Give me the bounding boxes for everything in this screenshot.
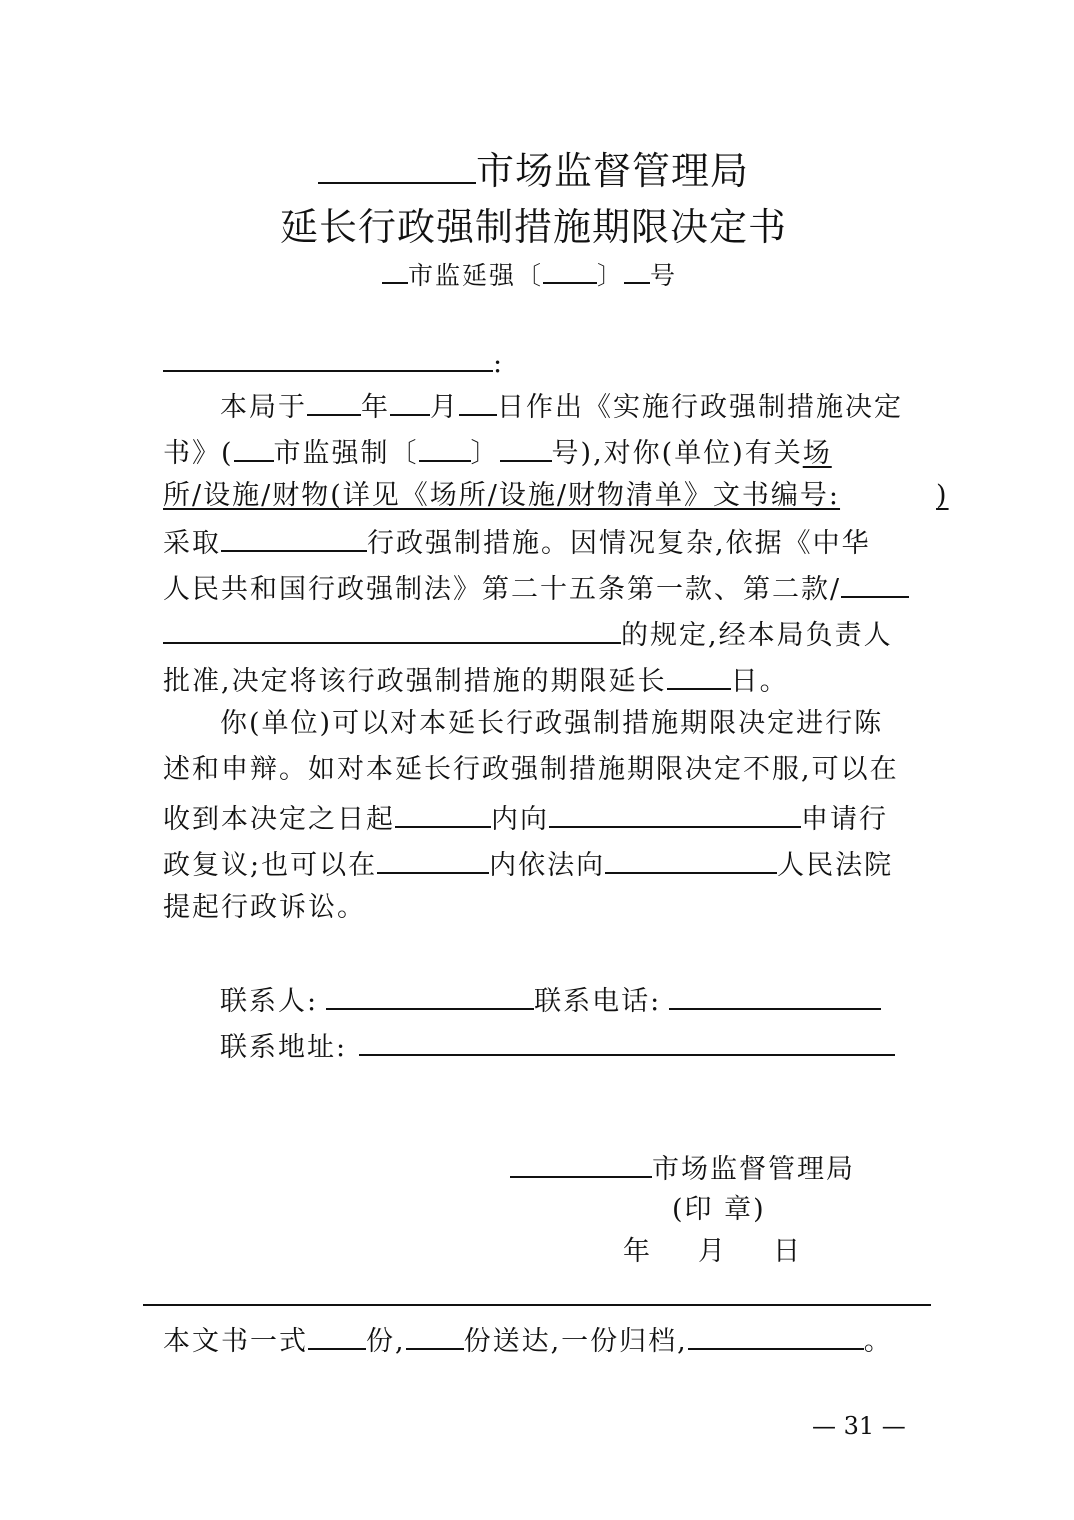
addressee-blank[interactable]	[163, 340, 493, 372]
measure-blank[interactable]	[221, 520, 367, 552]
contact-person-label: 联系人:	[220, 986, 319, 1017]
contact-person-field[interactable]	[326, 978, 534, 1010]
signature-date: 年 月 日	[623, 1236, 802, 1267]
copies-total-blank[interactable]	[308, 1318, 366, 1350]
footer-divider	[143, 1304, 931, 1306]
copies-other-blank[interactable]	[688, 1318, 864, 1350]
title-agency: 市场监督管理局	[476, 149, 750, 193]
lawsuit-period-blank[interactable]	[377, 842, 489, 874]
contact-line2	[220, 1024, 895, 1068]
para1-line6: 的规定,经本局负责人	[163, 612, 893, 656]
para1-line3	[163, 476, 949, 516]
review-period-blank[interactable]	[395, 796, 491, 828]
signature-seal: (印 章)	[672, 1194, 766, 1225]
para2-line5: 提起行政诉讼。	[163, 892, 366, 923]
ref-seq-blank[interactable]	[500, 430, 552, 462]
ref-prefix-blank[interactable]	[234, 430, 274, 462]
para1-line4: 采取 行政强制措施。因情况复杂,依据《中华	[163, 520, 871, 564]
page-number: — 31 —	[812, 1412, 906, 1440]
copies-served-blank[interactable]	[406, 1318, 464, 1350]
footer-copies-line: 本文书一式 份, 份送达,一份归档, 。	[163, 1318, 893, 1362]
contact-address-field[interactable]	[359, 1024, 895, 1056]
review-authority-blank[interactable]	[549, 796, 801, 828]
para2-line3: 收到本决定之日起 内向 申请行	[163, 796, 888, 840]
date-day-blank[interactable]	[459, 384, 497, 416]
date-year-blank[interactable]	[307, 384, 361, 416]
date-month-blank[interactable]	[390, 384, 430, 416]
legal-basis-blank-b[interactable]	[163, 612, 621, 644]
docno-year-blank[interactable]	[543, 258, 597, 284]
para2-line4: 政复议;也可以在 内依法向 人民法院	[163, 842, 893, 886]
docno-prefix-blank[interactable]	[382, 258, 408, 284]
contact-line1	[220, 978, 881, 1022]
document-number: 市监延强〔 〕 号	[382, 256, 677, 292]
ref-year-blank[interactable]	[419, 430, 471, 462]
court-name-blank[interactable]	[605, 842, 777, 874]
items-list-reference: 所/设施/财物(详见《场所/设施/财物清单》文书编号: )	[163, 480, 949, 511]
contact-phone-field[interactable]	[669, 978, 881, 1010]
para1-line5: 人民共和国行政强制法》第二十五条第一款、第二款/	[163, 566, 909, 610]
signature-agency: 市场监督管理局	[510, 1146, 855, 1190]
para1-line1: 本局于 年 月 日作出《实施行政强制措施决定	[220, 384, 903, 428]
addressee-line: :	[163, 340, 504, 384]
document-title: 延长行政强制措施期限决定书	[280, 205, 788, 249]
title-agency-line	[318, 140, 749, 195]
contact-address-label: 联系地址:	[220, 1032, 348, 1063]
signature-agency-blank[interactable]	[510, 1146, 652, 1178]
para2-line2: 述和申辩。如对本延长行政强制措施期限决定不服,可以在	[163, 754, 899, 785]
extension-days-blank[interactable]	[667, 658, 731, 690]
agency-name-blank[interactable]	[318, 142, 476, 184]
para1-line7: 批准,决定将该行政强制措施的期限延长 日。	[163, 658, 789, 702]
legal-basis-blank-a[interactable]	[841, 566, 909, 598]
contact-phone-label: 联系电话:	[534, 986, 662, 1017]
para1-line2: 书》( 市监强制〔 〕 号),对你(单位)有关场	[163, 430, 832, 474]
docno-seq-blank[interactable]	[624, 258, 650, 284]
para2-line1: 你(单位)可以对本延长行政强制措施期限决定进行陈	[220, 708, 884, 739]
